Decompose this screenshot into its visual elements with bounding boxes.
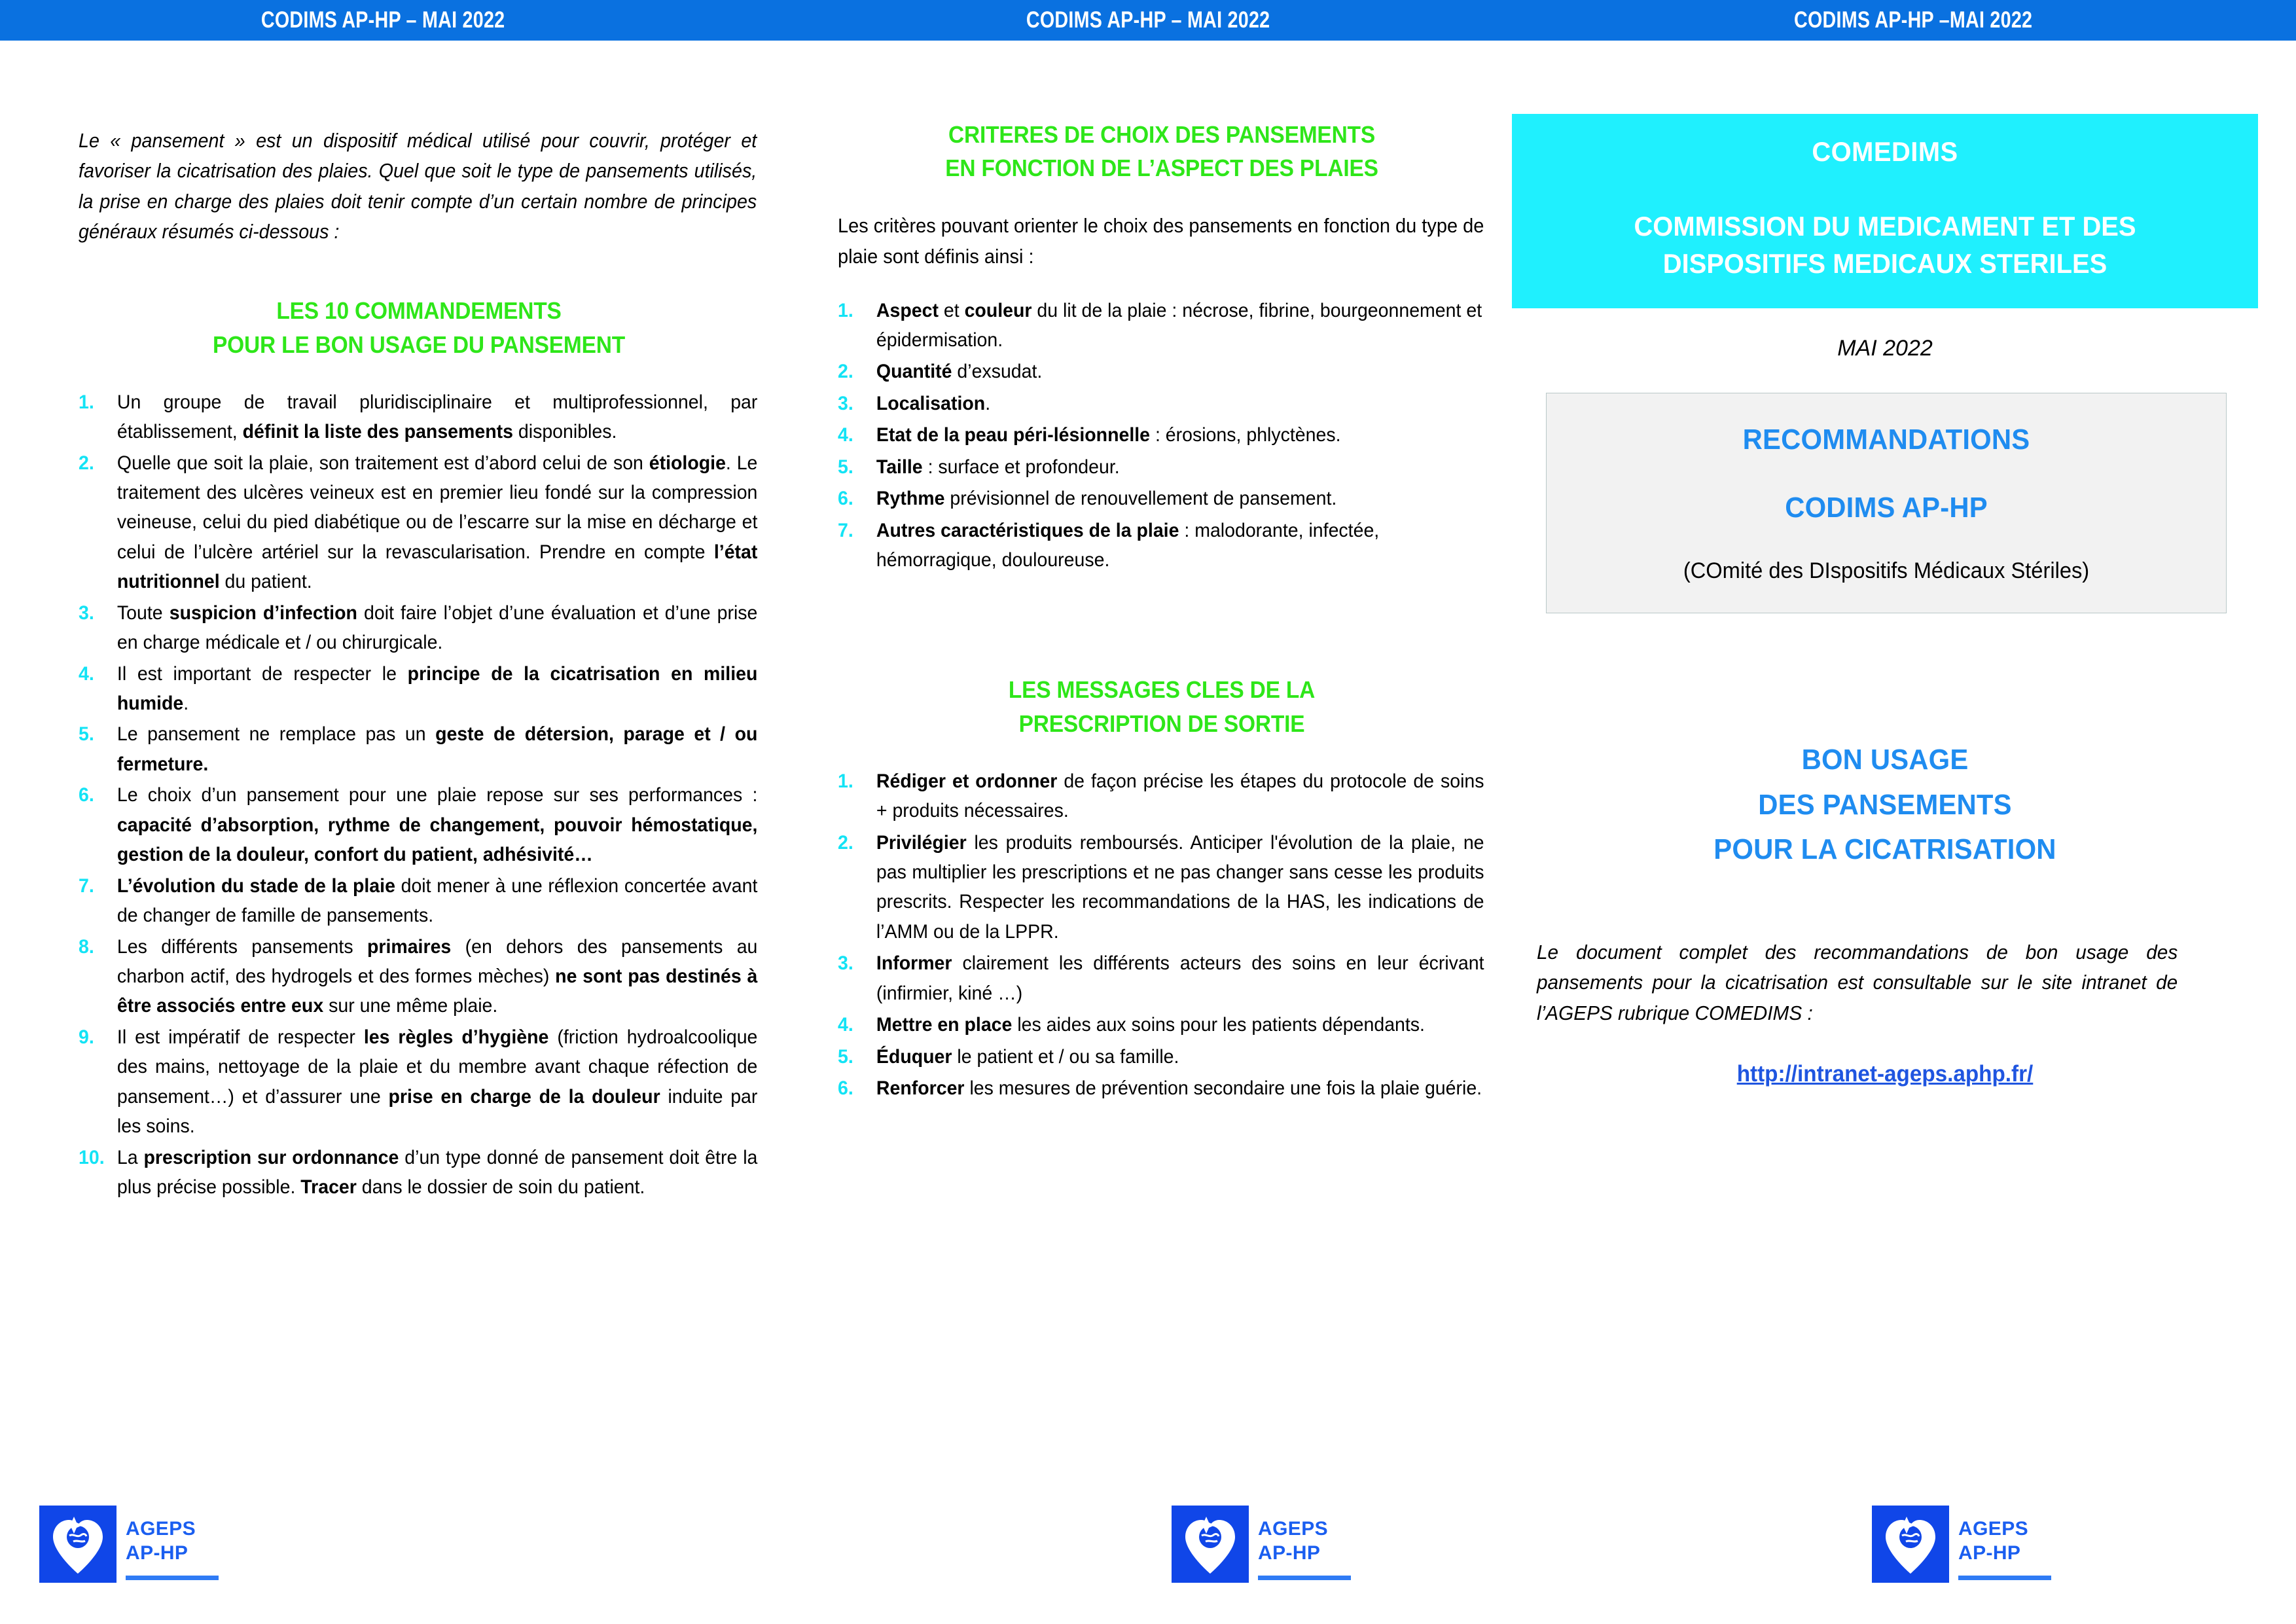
list-item-text: Toute suspicion d’infection doit faire l’objet d’une évaluation et d’une prise en charge médicale et / ou chirurgicale. <box>117 602 758 654</box>
list-item <box>838 389 1484 418</box>
list-item-number: 6. <box>79 784 94 806</box>
list-item <box>838 357 1484 386</box>
list-item-text: Etat de la peau péri-lésionnelle : érosions, phlyctènes. <box>876 424 1341 446</box>
header-panel-3 <box>1531 0 2296 41</box>
list-item <box>79 780 757 869</box>
list-item-text: Il est important de respecter le principe de la cicatrisation en milieu humide. <box>117 662 758 715</box>
list-item-text: Informer clairement les différents acteurs des soins en leur écrivant (infirmier, kiné …) <box>876 952 1484 1004</box>
ageps-logo-rule <box>126 1576 219 1580</box>
list-item-text: L’évolution du stade de la plaie doit mener à une réflexion concertée avant de changer de famille de pansements. <box>117 875 758 927</box>
list-item-number: 1. <box>838 299 853 321</box>
intranet-link[interactable]: http://intranet-ageps.aphp.fr/ <box>1736 1061 2034 1087</box>
header-panel-1 <box>0 0 765 41</box>
comedims-subtitle-line1: COMMISSION DU MEDICAMENT ET DES <box>1634 211 2136 242</box>
list-item-number: 2. <box>79 452 94 474</box>
ageps-logo-line1: AGEPS <box>1958 1518 2029 1540</box>
ageps-logo-wordmark <box>126 1506 219 1580</box>
list-item-text: Aspect et couleur du lit de la plaie : nécrose, fibrine, bourgeonnement et épidermisation. <box>876 299 1482 351</box>
comedims-title: COMEDIMS <box>1812 136 1958 167</box>
list-item-text: Localisation. <box>876 392 991 414</box>
bon-usage-line1: BON USAGE <box>1801 744 1969 776</box>
list-item-text: Renforcer les mesures de prévention secondaire une fois la plaie guérie. <box>876 1077 1482 1100</box>
list-item-number: 3. <box>79 602 94 624</box>
list-item-text: Autres caractéristiques de la plaie : malodorante, infectée, hémorragique, douloureuse. <box>876 519 1380 571</box>
list-item-number: 9. <box>79 1026 94 1048</box>
list-item <box>838 516 1484 575</box>
ageps-logo-wordmark <box>1258 1506 1351 1580</box>
list-item-text: Le pansement ne remplace pas un geste de détersion, parage et / ou fermeture. <box>117 723 758 775</box>
list-item-number: 7. <box>838 519 853 541</box>
left-column <box>79 41 759 1203</box>
list-item-number: 8. <box>79 935 94 958</box>
list-item <box>79 1143 757 1202</box>
list-item <box>79 388 757 447</box>
header-title-2: CODIMS AP-HP – MAI 2022 <box>1026 7 1270 33</box>
messages-heading-line2: PRESCRIPTION DE SORTIE <box>1018 710 1305 737</box>
list-item <box>838 1074 1484 1103</box>
publication-date: MAI 2022 <box>1837 336 1933 361</box>
list-item-number: 10. <box>79 1146 105 1168</box>
ten-commandments-heading <box>102 294 735 361</box>
ageps-pin-heart-icon <box>39 1506 117 1583</box>
list-item-text: Rédiger et ordonner de façon précise les étapes du protocole de soins + produits nécessaires. <box>876 770 1484 822</box>
list-item <box>838 484 1484 513</box>
criteria-intro: Les critères pouvant orienter le choix des pansements en fonction du type de plaie sont définis ainsi : <box>838 215 1484 268</box>
messages-heading-line1: LES MESSAGES CLES DE LA <box>1008 676 1316 704</box>
document-note: Le document complet des recommandations de bon usage des pansements pour la cicatrisation est consultable sur le site intranet de l’AGEPS rubrique COMEDIMS : <box>1537 940 2178 1024</box>
list-item-text: Mettre en place les aides aux soins pour les patients dépendants. <box>876 1014 1425 1036</box>
comedims-subtitle-line2: DISPOSITIFS MEDICAUX STERILES <box>1662 247 2108 279</box>
intro-paragraph: Le « pansement » est un dispositif médical utilisé pour couvrir, protéger et favoriser la cicatrisation des plaies. Quel que soit le type de pansements utilisés, la prise en charge des plaies doit tenir compte d’un certain nombre de principes généraux résumés ci-dessous : <box>79 130 757 244</box>
list-item <box>79 659 757 719</box>
list-item <box>838 296 1484 355</box>
brochure-body <box>0 41 2296 1624</box>
list-item-number: 3. <box>838 952 853 975</box>
recommendations-subtitle: CODIMS AP-HP <box>1785 492 1988 524</box>
criteria-heading-line2: EN FONCTION DE L’ASPECT DES PLAIES <box>945 154 1378 182</box>
list-item-text: Un groupe de travail pluridisciplinaire et multiprofessionnel, par établissement, définit la liste des pansements disponibles. <box>117 391 758 443</box>
criteria-list <box>838 296 1484 575</box>
list-item <box>79 719 757 779</box>
list-item-text: Il est impératif de respecter les règles d’hygiène (friction hydroalcoolique des mains, nettoyage de la plaie et du membre avant chaque réfection de pansement…) et d’assurer une prise en charge de la douleur induite par les soins. <box>117 1026 758 1138</box>
criteria-heading <box>861 118 1463 185</box>
messages-list <box>838 767 1484 1104</box>
list-item <box>838 420 1484 450</box>
list-item <box>79 932 757 1021</box>
list-item-text: La prescription sur ordonnance d’un type donné de pansement doit être la plus précise possible. Tracer dans le dossier de soin du patient. <box>117 1146 758 1199</box>
bon-usage-line2: DES PANSEMENTS <box>1758 788 2012 821</box>
list-item <box>838 828 1484 947</box>
recommendations-box <box>1546 393 2227 613</box>
footer-logos <box>0 1499 2296 1617</box>
list-item-number: 5. <box>838 456 853 478</box>
list-item <box>838 1042 1484 1072</box>
list-item <box>838 452 1484 482</box>
recommendations-expansion: (COmité des DIspositifs Médicaux Stériles) <box>1683 558 2090 584</box>
list-item-number: 1. <box>79 391 94 413</box>
bon-usage-line3: POUR LA CICATRISATION <box>1713 833 2056 865</box>
ageps-logo-line2: AP-HP <box>1958 1542 2021 1564</box>
ten-commandments-heading-line2: POUR LE BON USAGE DU PANSEMENT <box>213 331 625 358</box>
list-item-number: 7. <box>79 875 94 897</box>
list-item-number: 4. <box>79 662 94 685</box>
list-item-text: Privilégier les produits remboursés. Anticiper l'évolution de la plaie, ne pas multiplier les prescriptions et ne pas changer sans cesse les produits prescrits. Respecter les recommandations de la HAS, les indications de l’AMM ou de la LPPR. <box>876 831 1484 943</box>
list-item-text: Quantité d’exsudat. <box>876 361 1043 383</box>
ageps-logo-center <box>1172 1506 1351 1583</box>
ageps-logo-line1: AGEPS <box>126 1518 196 1540</box>
ten-commandments-heading-line1: LES 10 COMMANDEMENTS <box>276 297 562 325</box>
list-item-number: 6. <box>838 488 853 510</box>
ageps-logo-right <box>1872 1506 2051 1583</box>
list-item-number: 4. <box>838 424 853 446</box>
list-item-number: 2. <box>838 361 853 383</box>
list-item <box>79 1022 757 1142</box>
ageps-pin-heart-icon <box>1872 1506 1949 1583</box>
ten-commandments-list <box>79 388 757 1202</box>
list-item-text: Quelle que soit la plaie, son traitement est d’abord celui de son étiologie. Le traitement des ulcères veineux est en premier lieu fondé sur la compression veineuse, celui du pied diabétique ou de l’escarre sur la mise en décharge et celui de l’ulcère artériel sur la revascularisation. Prendre en compte l’état nutritionnel du patient. <box>117 452 758 593</box>
list-item-text: Les différents pansements primaires (en dehors des pansements au charbon actif, des hydrogels et des formes mèches) ne sont pas destinés à être associés entre eux sur une même plaie. <box>117 935 758 1017</box>
list-item-number: 5. <box>79 723 94 746</box>
header-band <box>0 0 2296 41</box>
ageps-pin-heart-icon <box>1172 1506 1249 1583</box>
list-item-number: 4. <box>838 1014 853 1036</box>
ageps-logo-rule <box>1958 1576 2051 1580</box>
list-item-text: Rythme prévisionnel de renouvellement de pansement. <box>876 488 1337 510</box>
ageps-logo-line2: AP-HP <box>1258 1542 1321 1564</box>
comedims-banner <box>1512 114 2258 308</box>
list-item <box>79 871 757 931</box>
list-item-text: Taille : surface et profondeur. <box>876 456 1120 478</box>
list-item <box>838 1010 1484 1039</box>
list-item <box>79 598 757 658</box>
ageps-logo-line2: AP-HP <box>126 1542 188 1564</box>
ageps-logo-rule <box>1258 1576 1351 1580</box>
recommendations-title: RECOMMANDATIONS <box>1742 424 2030 456</box>
ageps-logo-wordmark <box>1958 1506 2051 1580</box>
list-item-number: 5. <box>838 1045 853 1068</box>
list-item <box>838 948 1484 1008</box>
list-item-text: Le choix d’un pansement pour une plaie repose sur ses performances : capacité d’absorption, rythme de changement, pouvoir hémostatique, gestion de la douleur, confort du patient, adhésivité… <box>117 784 758 866</box>
header-title-3: CODIMS AP-HP –MAI 2022 <box>1794 7 2033 33</box>
comedims-subtitle <box>1544 208 2225 282</box>
header-title-1: CODIMS AP-HP – MAI 2022 <box>260 7 505 33</box>
list-item-number: 6. <box>838 1077 853 1100</box>
list-item <box>838 767 1484 826</box>
right-column <box>1512 41 2258 1087</box>
list-item-number: 3. <box>838 392 853 414</box>
ageps-logo-line1: AGEPS <box>1258 1518 1329 1540</box>
list-item-number: 1. <box>838 770 853 792</box>
list-item-number: 2. <box>838 831 853 854</box>
messages-heading <box>861 673 1463 740</box>
ageps-logo-left <box>39 1506 219 1583</box>
list-item <box>79 448 757 597</box>
list-item-text: Éduquer le patient et / ou sa famille. <box>876 1045 1179 1068</box>
criteria-heading-line1: CRITERES DE CHOIX DES PANSEMENTS <box>948 121 1375 148</box>
header-panel-2 <box>765 0 1530 41</box>
bon-usage-title <box>1531 738 2240 872</box>
middle-column <box>838 41 1486 1106</box>
